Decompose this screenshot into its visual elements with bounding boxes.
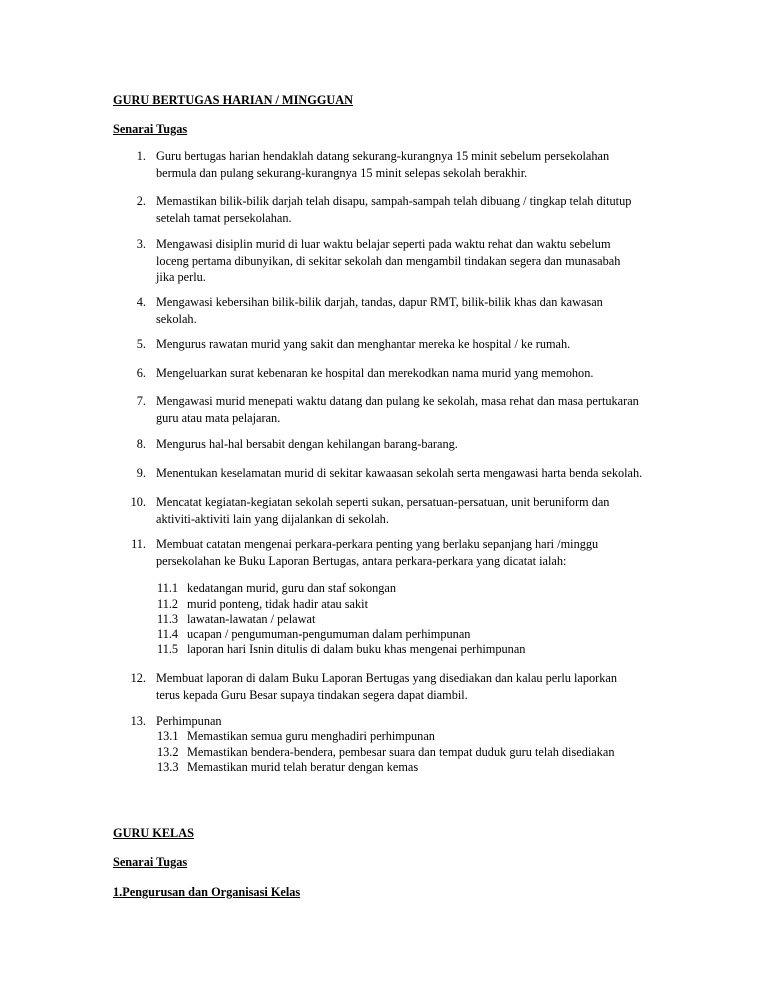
- sub-item-text: ucapan / pengumuman-pengumuman dalam perhimpunan: [187, 627, 471, 641]
- item-line: setelah tamat persekolahan.: [156, 210, 292, 225]
- item-text: [156, 436, 458, 453]
- sub-item-text: laporan hari Isnin ditulis di dalam buku khas mengenai perhimpunan: [187, 642, 526, 656]
- item-number: 13.: [130, 714, 146, 728]
- sub-item-text: lawatan-lawatan / pelawat: [187, 612, 316, 626]
- item-number: 2.: [136, 194, 146, 208]
- section-subtitle-senarai-tugas-2: Senarai Tugas: [113, 855, 188, 869]
- item-line: aktiviti-aktiviti lain yang dijalankan di sekolah.: [156, 511, 389, 526]
- item-text: [156, 336, 570, 353]
- item-number: 5.: [136, 337, 146, 351]
- item-text: [156, 365, 593, 382]
- sub-item-number: 13.2: [157, 745, 179, 759]
- item-text: [156, 236, 620, 286]
- item-number: 10.: [130, 495, 146, 509]
- item-number: 1.: [136, 149, 146, 163]
- item-line: Mengawasi murid menepati waktu datang dan pulang ke sekolah, masa rehat dan masa pertukaran: [156, 394, 639, 408]
- item-line: Mengawasi disiplin murid di luar waktu belajar seperti pada waktu rehat dan waktu sebelum: [156, 237, 611, 251]
- item-number: 8.: [136, 437, 146, 451]
- sub-item-number: 11.3: [157, 612, 179, 626]
- item-line: bermula dan pulang sekurang-kurangnya 15 minit selepas sekolah berakhir.: [156, 165, 528, 180]
- sub-item-number: 11.5: [157, 642, 179, 656]
- item-line: persekolahan ke Buku Laporan Bertugas, antara perkara-perkara yang dicatat ialah:: [156, 553, 567, 568]
- item-text: [156, 465, 642, 482]
- item-number: 6.: [136, 366, 146, 380]
- item-text: [156, 148, 609, 181]
- item-line: Mencatat kegiatan-kegiatan sekolah seperti sukan, persatuan-persatuan, unit beruniform dan: [156, 495, 610, 509]
- sub-item-number: 13.3: [157, 760, 179, 774]
- sub-item-text: kedatangan murid, guru dan staf sokongan: [187, 581, 396, 595]
- item-number: 7.: [136, 394, 146, 408]
- item-line: Membuat laporan di dalam Buku Laporan Bertugas yang disediakan dan kalau perlu laporkan: [156, 671, 617, 685]
- item-line: terus kepada Guru Besar supaya tindakan segera dapat diambil.: [156, 687, 468, 702]
- item-text: [156, 494, 609, 527]
- item-line: loceng pertama dibunyikan, di sekitar sekolah dan mengambil tindakan segera dan munasabah: [156, 253, 621, 268]
- item-text: [156, 536, 598, 569]
- item-line: Menentukan keselamatan murid di sekitar kawaasan sekolah serta mengawasi harta benda sekolah.: [156, 466, 643, 480]
- item-line: Mengurus hal-hal bersabit dengan kehilangan barang-barang.: [156, 437, 458, 451]
- sub-item-text: Memastikan murid telah beratur dengan kemas: [187, 760, 419, 774]
- item-line: Perhimpunan: [156, 714, 222, 728]
- item-number: 9.: [136, 466, 146, 480]
- item-line: Mengawasi kebersihan bilik-bilik darjah, tandas, dapur RMT, bilik-bilik khas dan kawasan: [156, 295, 603, 309]
- item-line: Membuat catatan mengenai perkara-perkara penting yang berlaku sepanjang hari /minggu: [156, 537, 599, 551]
- sub-item-text: murid ponteng, tidak hadir atau sakit: [187, 597, 368, 611]
- item-text: [156, 393, 639, 426]
- section-subtitle-senarai-tugas: Senarai Tugas: [113, 122, 188, 136]
- item-number: 4.: [136, 295, 146, 309]
- sub-item-number: 11.2: [157, 597, 179, 611]
- sub-item-text: Memastikan bendera-bendera, pembesar suara dan tempat duduk guru telah disediakan: [187, 745, 615, 759]
- item-line: sekolah.: [156, 311, 197, 326]
- sub-item-number: 11.4: [157, 627, 179, 641]
- item-text: [156, 670, 617, 703]
- item-number: 11.: [131, 537, 146, 551]
- item-line: Mengurus rawatan murid yang sakit dan menghantar mereka ke hospital / ke rumah.: [156, 337, 571, 351]
- section-title-guru-bertugas: GURU BERTUGAS HARIAN / MINGGUAN: [113, 93, 354, 107]
- item-line: Mengeluarkan surat kebenaran ke hospital dan merekodkan nama murid yang memohon.: [156, 366, 594, 380]
- item-line: Memastikan bilik-bilik darjah telah disapu, sampah-sampah telah dibuang / tingkap telah ditutup: [156, 194, 632, 208]
- item-line: jika perlu.: [156, 270, 206, 285]
- sub-item-text: Memastikan semua guru menghadiri perhimpunan: [187, 729, 435, 743]
- sub-item-number: 11.1: [157, 581, 179, 595]
- item-text: [156, 294, 603, 327]
- item-number: 12.: [130, 671, 146, 685]
- item-text: [156, 193, 631, 226]
- section-title-guru-kelas: GURU KELAS: [113, 826, 194, 840]
- item-number: 3.: [136, 237, 146, 251]
- item-line: guru atau mata pelajaran.: [156, 410, 281, 425]
- subsection-heading-pengurusan: 1.Pengurusan dan Organisasi Kelas: [113, 885, 301, 899]
- item-line: Guru bertugas harian hendaklah datang sekurang-kurangnya 15 minit sebelum persekolahan: [156, 149, 610, 163]
- sub-item-number: 13.1: [157, 729, 179, 743]
